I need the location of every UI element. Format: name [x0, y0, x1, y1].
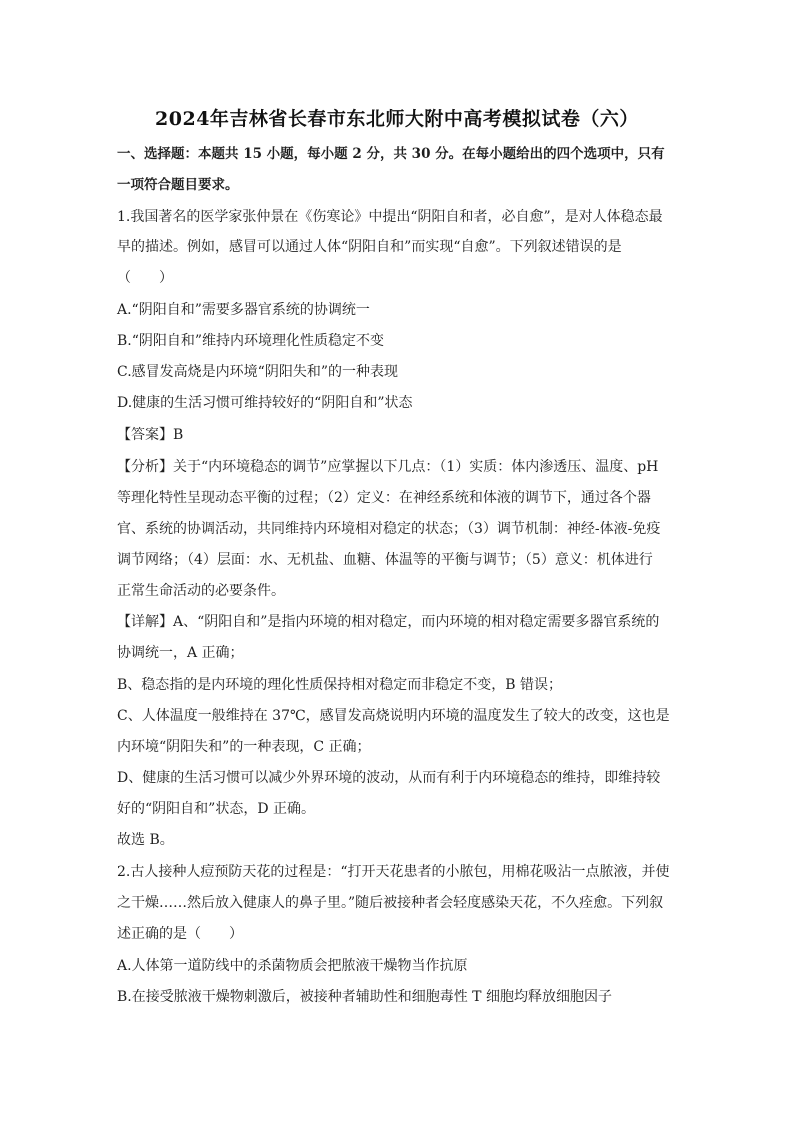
q1-detail-line: 好的“阴阳自和”状态，D 正确。	[117, 801, 315, 817]
q1-conclusion: 故选 B。	[117, 832, 174, 848]
q1-stem-line: 1.我国著名的医学家张仲景在《伤寒论》中提出“阴阳自和者，必自愈”，是对人体稳态最	[117, 209, 663, 225]
q1-option-a: A.“阴阳自和”需要多器官系统的协调统一	[117, 302, 370, 318]
q1-detail-line: C、人体温度一般维持在 37℃，感冒发高烧说明内环境的温度发生了较大的改变，这也是	[117, 708, 670, 724]
q1-option-d: D.健康的生活习惯可维持较好的“阴阳自和”状态	[117, 395, 413, 411]
q1-analysis-line: 等理化特性呈现动态平衡的过程；（2）定义：在神经系统和体液的调节下，通过各个器	[117, 490, 651, 506]
section-heading-line-1: 一、选择题：本题共 15 小题，每小题 2 分，共 30 分。在每小题给出的四个选项中，只有	[117, 146, 665, 162]
q2-option-a: A.人体第一道防线中的杀菌物质会把脓液干燥物当作抗原	[117, 958, 468, 974]
q1-stem-line: （ ）	[117, 270, 173, 286]
q1-detail-line: 【详解】A、“阴阳自和”是指内环境的相对稳定，而内环境的相对稳定需要多器官系统的	[117, 614, 660, 630]
q1-analysis-line: 调节网络；（4）层面：水、无机盐、血糖、体温等的平衡与调节；（5）意义：机体进行	[117, 552, 653, 568]
q1-option-c: C.感冒发高烧是内环境“阴阳失和”的一种表现	[117, 364, 398, 380]
q1-stem-line: 早的描述。例如，感冒可以通过人体“阴阳自和”而实现“自愈”。下列叙述错误的是	[117, 239, 622, 255]
q1-detail-line: 协调统一，A 正确；	[117, 645, 244, 661]
page-title: 2024年吉林省长春市东北师大附中高考模拟试卷（六）	[155, 108, 639, 130]
q1-analysis-line: 【分析】关于“内环境稳态的调节”应掌握以下几点：（1）实质：体内渗透压、温度、pH	[117, 459, 659, 475]
q1-option-b: B.“阴阳自和”维持内环境理化性质稳定不变	[117, 333, 385, 349]
q2-stem-line: 之干燥……然后放入健康人的鼻子里。”随后被接种者会轻度感染天花，不久痊愈。下列叙	[117, 895, 664, 911]
q1-detail-line: 内环境“阴阳失和”的一种表现，C 正确；	[117, 739, 371, 755]
q1-analysis-line: 官、系统的协调活动，共同维持内环境相对稳定的状态；（3）调节机制：神经-体液-免疫	[117, 521, 661, 537]
q1-analysis-line: 正常生命活动的必要条件。	[117, 583, 285, 599]
q1-detail-line: B、稳态指的是内环境的理化性质保持相对稳定而非稳定不变，B 错误；	[117, 677, 563, 693]
section-heading-line-2: 一项符合题目要求。	[117, 177, 239, 193]
q2-stem-line: 2.古人接种人痘预防天花的过程是：“打开天花患者的小脓包，用棉花吸沾一点脓液，并使	[117, 864, 670, 880]
q2-stem-line: 述正确的是（ ）	[117, 926, 243, 942]
q1-answer: 【答案】B	[117, 427, 184, 443]
q2-option-b: B.在接受脓液干燥物刺激后，被接种者辅助性和细胞毒性 T 细胞均释放细胞因子	[117, 989, 612, 1005]
q1-detail-line: D、健康的生活习惯可以减少外界环境的波动，从而有利于内环境稳态的维持，即维持较	[117, 770, 661, 786]
